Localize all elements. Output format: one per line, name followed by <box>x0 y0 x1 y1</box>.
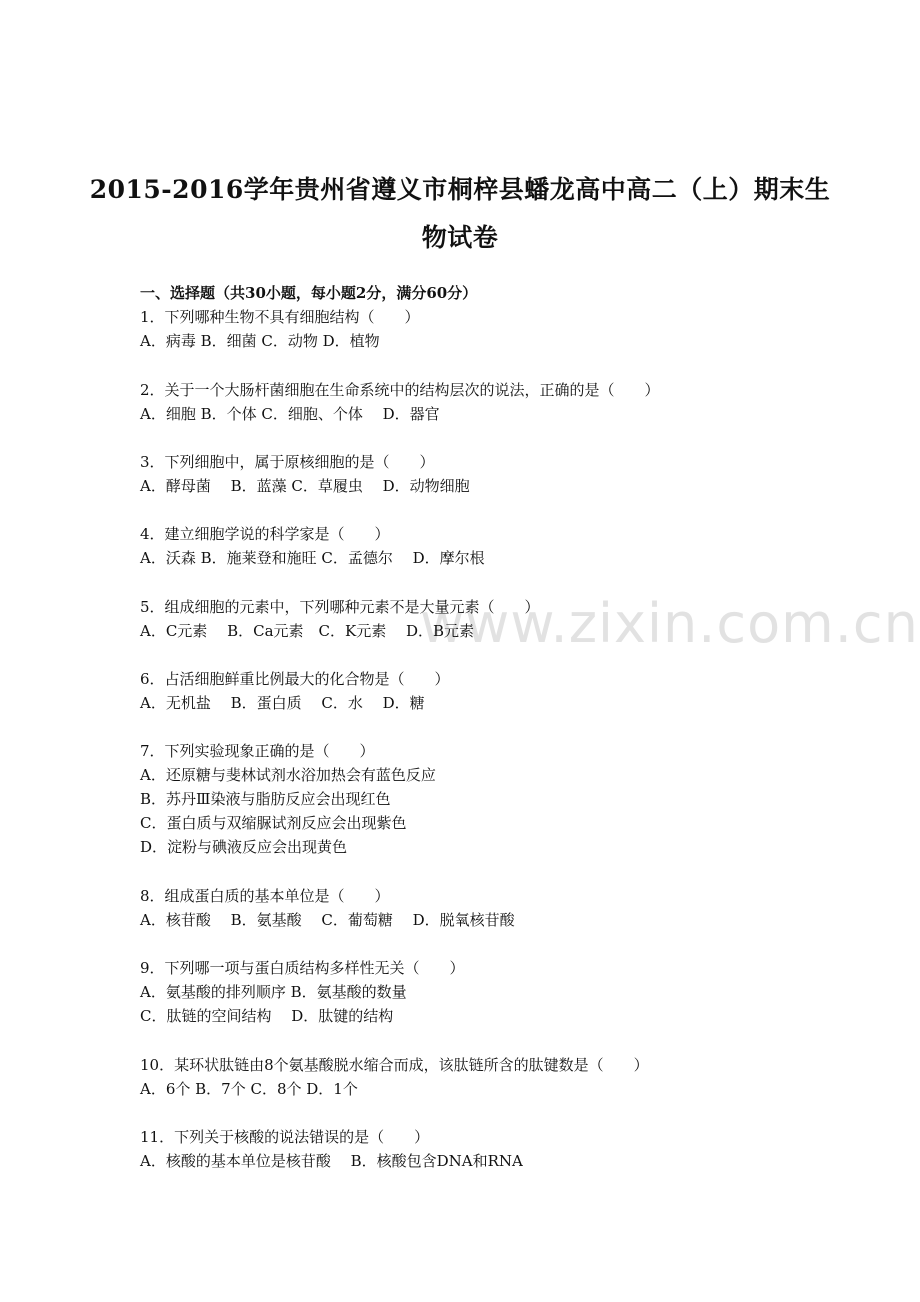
question-9-stem: 9．下列哪一项与蛋白质结构多样性无关（ ） <box>140 959 465 977</box>
question-5-options: A．C元素 B．Ca元素 C．K元素 D．B元素 <box>140 622 475 640</box>
section-heading: 一、选择题（共30小题，每小题2分，满分60分） <box>140 284 478 302</box>
question-5-stem: 5．组成细胞的元素中，下列哪种元素不是大量元素（ ） <box>140 598 540 616</box>
question-4-stem: 4．建立细胞学说的科学家是（ ） <box>140 525 390 543</box>
question-11-options: A．核酸的基本单位是核苷酸 B．核酸包含DNA和RNA <box>140 1152 523 1170</box>
question-8-options: A．核苷酸 B．氨基酸 C．葡萄糖 D．脱氧核苷酸 <box>140 911 515 929</box>
question-6-stem: 6．占活细胞鲜重比例最大的化合物是（ ） <box>140 670 450 688</box>
question-6-options: A．无机盐 B．蛋白质 C．水 D．糖 <box>140 694 425 712</box>
question-10-stem: 10．某环状肽链由8个氨基酸脱水缩合而成，该肽链所含的肽键数是（ ） <box>140 1056 649 1074</box>
watermark: www.zixin.com.cn <box>420 592 919 655</box>
question-4-options: A．沃森 B．施莱登和施旺 C．孟德尔 D．摩尔根 <box>140 549 485 567</box>
page-title-line-1: 2015-2016学年贵州省遵义市桐梓县蟠龙高中高二（上）期末生 <box>89 175 831 204</box>
question-9-options-row-2: C．肽链的空间结构 D．肽键的结构 <box>140 1007 394 1025</box>
question-7-stem: 7．下列实验现象正确的是（ ） <box>140 742 375 760</box>
question-7-option-a: A．还原糖与斐林试剂水浴加热会有蓝色反应 <box>140 766 436 784</box>
question-7-option-c: C．蛋白质与双缩脲试剂反应会出现紫色 <box>140 814 407 832</box>
page-title-line-2: 物试卷 <box>421 223 499 252</box>
question-11-stem: 11．下列关于核酸的说法错误的是（ ） <box>140 1128 430 1146</box>
question-7-option-b: B．苏丹Ⅲ染液与脂肪反应会出现红色 <box>140 790 391 808</box>
question-3-options: A．酵母菌 B．蓝藻 C．草履虫 D．动物细胞 <box>140 477 470 495</box>
question-1-stem: 1．下列哪种生物不具有细胞结构（ ） <box>140 308 420 326</box>
question-2-options: A．细胞 B．个体 C．细胞、个体 D．器官 <box>140 405 440 423</box>
question-3-stem: 3．下列细胞中，属于原核细胞的是（ ） <box>140 453 435 471</box>
question-8-stem: 8．组成蛋白质的基本单位是（ ） <box>140 887 390 905</box>
question-7-option-d: D．淀粉与碘液反应会出现黄色 <box>140 838 348 856</box>
question-10-options: A．6个 B．7个 C．8个 D．1个 <box>140 1080 358 1098</box>
question-1-options: A．病毒 B．细菌 C．动物 D．植物 <box>140 332 380 350</box>
question-2-stem: 2．关于一个大肠杆菌细胞在生命系统中的结构层次的说法，正确的是（ ） <box>140 381 660 399</box>
question-9-options-row-1: A．氨基酸的排列顺序 B．氨基酸的数量 <box>140 983 407 1001</box>
